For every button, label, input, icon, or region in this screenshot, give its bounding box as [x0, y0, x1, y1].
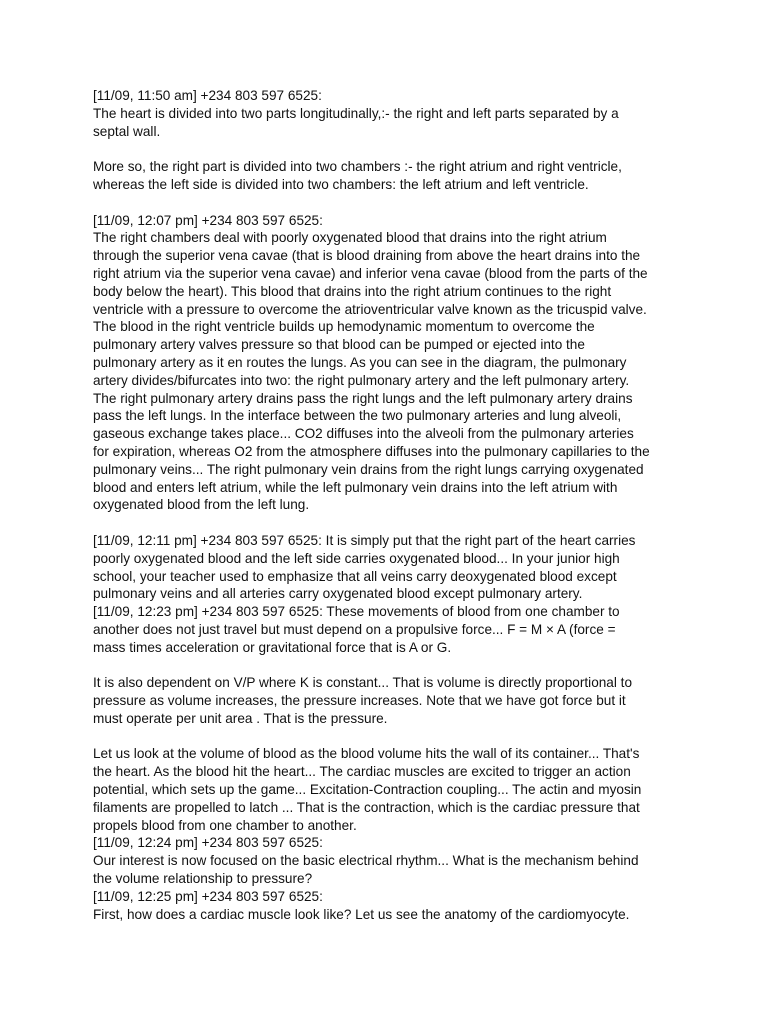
text-line: pulmonary veins and all arteries carry oxygenated blood except pulmonary artery.: [93, 586, 583, 602]
paragraph-5: [93, 674, 683, 727]
text-line: right atrium via the superior vena cavae) and inferior vena cavae (blood from the parts of the: [93, 265, 648, 281]
text-line: The heart is divided into two parts longitudinally,:- the right and left parts separated by a: [93, 105, 619, 121]
paragraph-4: [93, 532, 683, 657]
text-line: propels blood from one chamber to another.: [93, 817, 357, 833]
text-line: First, how does a cardiac muscle look like? Let us see the anatomy of the cardiomyocyte.: [93, 906, 630, 922]
text-line: oxygenated blood from the left lung.: [93, 497, 310, 513]
text-line: mass times acceleration or gravitational force that is A or G.: [93, 639, 452, 655]
timestamp-line: [11/09, 12:11 pm] +234 803 597 6525: It is simply put that the right part of the heart carries: [93, 532, 636, 548]
text-line: pulmonary artery as it en routes the lungs. As you can see in the diagram, the pulmonary: [93, 354, 627, 370]
paragraph-2: [93, 158, 683, 194]
text-line: filaments are propelled to latch ... That is the contraction, which is the cardiac pressure that: [93, 799, 640, 815]
text-line: whereas the left side is divided into two chambers: the left atrium and left ventricle.: [93, 176, 589, 192]
paragraph-1: [93, 87, 683, 140]
text-line: Let us look at the volume of blood as the blood volume hits the wall of its container... That's: [93, 746, 640, 762]
timestamp-line: [11/09, 12:23 pm] +234 803 597 6525: These movements of blood from one chamber to: [93, 604, 620, 620]
text-line: the volume relationship to pressure?: [93, 871, 313, 887]
text-line: The right pulmonary artery drains pass the right lungs and the left pulmonary artery drains: [93, 390, 633, 406]
text-line: pressure as volume increases, the pressure increases. Note that we have got force but it: [93, 693, 626, 709]
text-line: for expiration, whereas O2 from the atmosphere diffuses into the pulmonary capillaries to the: [93, 443, 650, 459]
text-line: The right chambers deal with poorly oxygenated blood that drains into the right atrium: [93, 230, 607, 246]
text-line: pulmonary veins... The right pulmonary vein drains from the right lungs carrying oxygenated: [93, 461, 644, 477]
text-line: ventricle with a pressure to overcome the atrioventricular valve known as the tricuspid valve.: [93, 301, 647, 317]
text-line: body below the heart). This blood that drains into the right atrium continues to the right: [93, 283, 612, 299]
paragraph-6: [93, 745, 683, 923]
text-line: pulmonary artery valves pressure so that blood can be pumped or ejected into the: [93, 337, 585, 353]
text-line: pass the left lungs. In the interface between the two pulmonary arteries and lung alveoli,: [93, 408, 622, 424]
text-line: poorly oxygenated blood and the left side carries oxygenated blood... In your junior high: [93, 550, 620, 566]
text-line: Our interest is now focused on the basic electrical rhythm... What is the mechanism behind: [93, 853, 639, 869]
text-line: school, your teacher used to emphasize that all veins carry deoxygenated blood except: [93, 568, 617, 584]
document-page: [93, 87, 683, 923]
timestamp-line: [11/09, 12:24 pm] +234 803 597 6525:: [93, 835, 323, 851]
text-line: gaseous exchange takes place... CO2 diffuses into the alveoli from the pulmonary arteries: [93, 426, 634, 442]
text-line: blood and enters left atrium, while the left pulmonary vein drains into the left atrium with: [93, 479, 618, 495]
text-line: artery divides/bifurcates into two: the right pulmonary artery and the left pulmonary artery.: [93, 372, 630, 388]
timestamp-line: [11/09, 12:07 pm] +234 803 597 6525:: [93, 212, 323, 228]
text-line: It is also dependent on V/P where K is constant... That is volume is directly proportional to: [93, 675, 633, 691]
paragraph-3: [93, 212, 683, 515]
text-line: The blood in the right ventricle builds up hemodynamic momentum to overcome the: [93, 319, 595, 335]
text-line: the heart. As the blood hit the heart... The cardiac muscles are excited to trigger an action: [93, 764, 631, 780]
text-line: must operate per unit area . That is the pressure.: [93, 710, 388, 726]
text-line: More so, the right part is divided into two chambers :- the right atrium and right ventricle,: [93, 159, 622, 175]
timestamp-line: [11/09, 12:25 pm] +234 803 597 6525:: [93, 888, 323, 904]
text-line: another does not just travel but must depend on a propulsive force... F = M × A (force =: [93, 621, 616, 637]
text-line: potential, which sets up the game... Excitation-Contraction coupling... The actin and myosin: [93, 782, 642, 798]
text-line: through the superior vena cavae (that is blood draining from above the heart drains into the: [93, 248, 641, 264]
text-line: septal wall.: [93, 123, 161, 139]
timestamp-line: [11/09, 11:50 am] +234 803 597 6525:: [93, 88, 322, 103]
